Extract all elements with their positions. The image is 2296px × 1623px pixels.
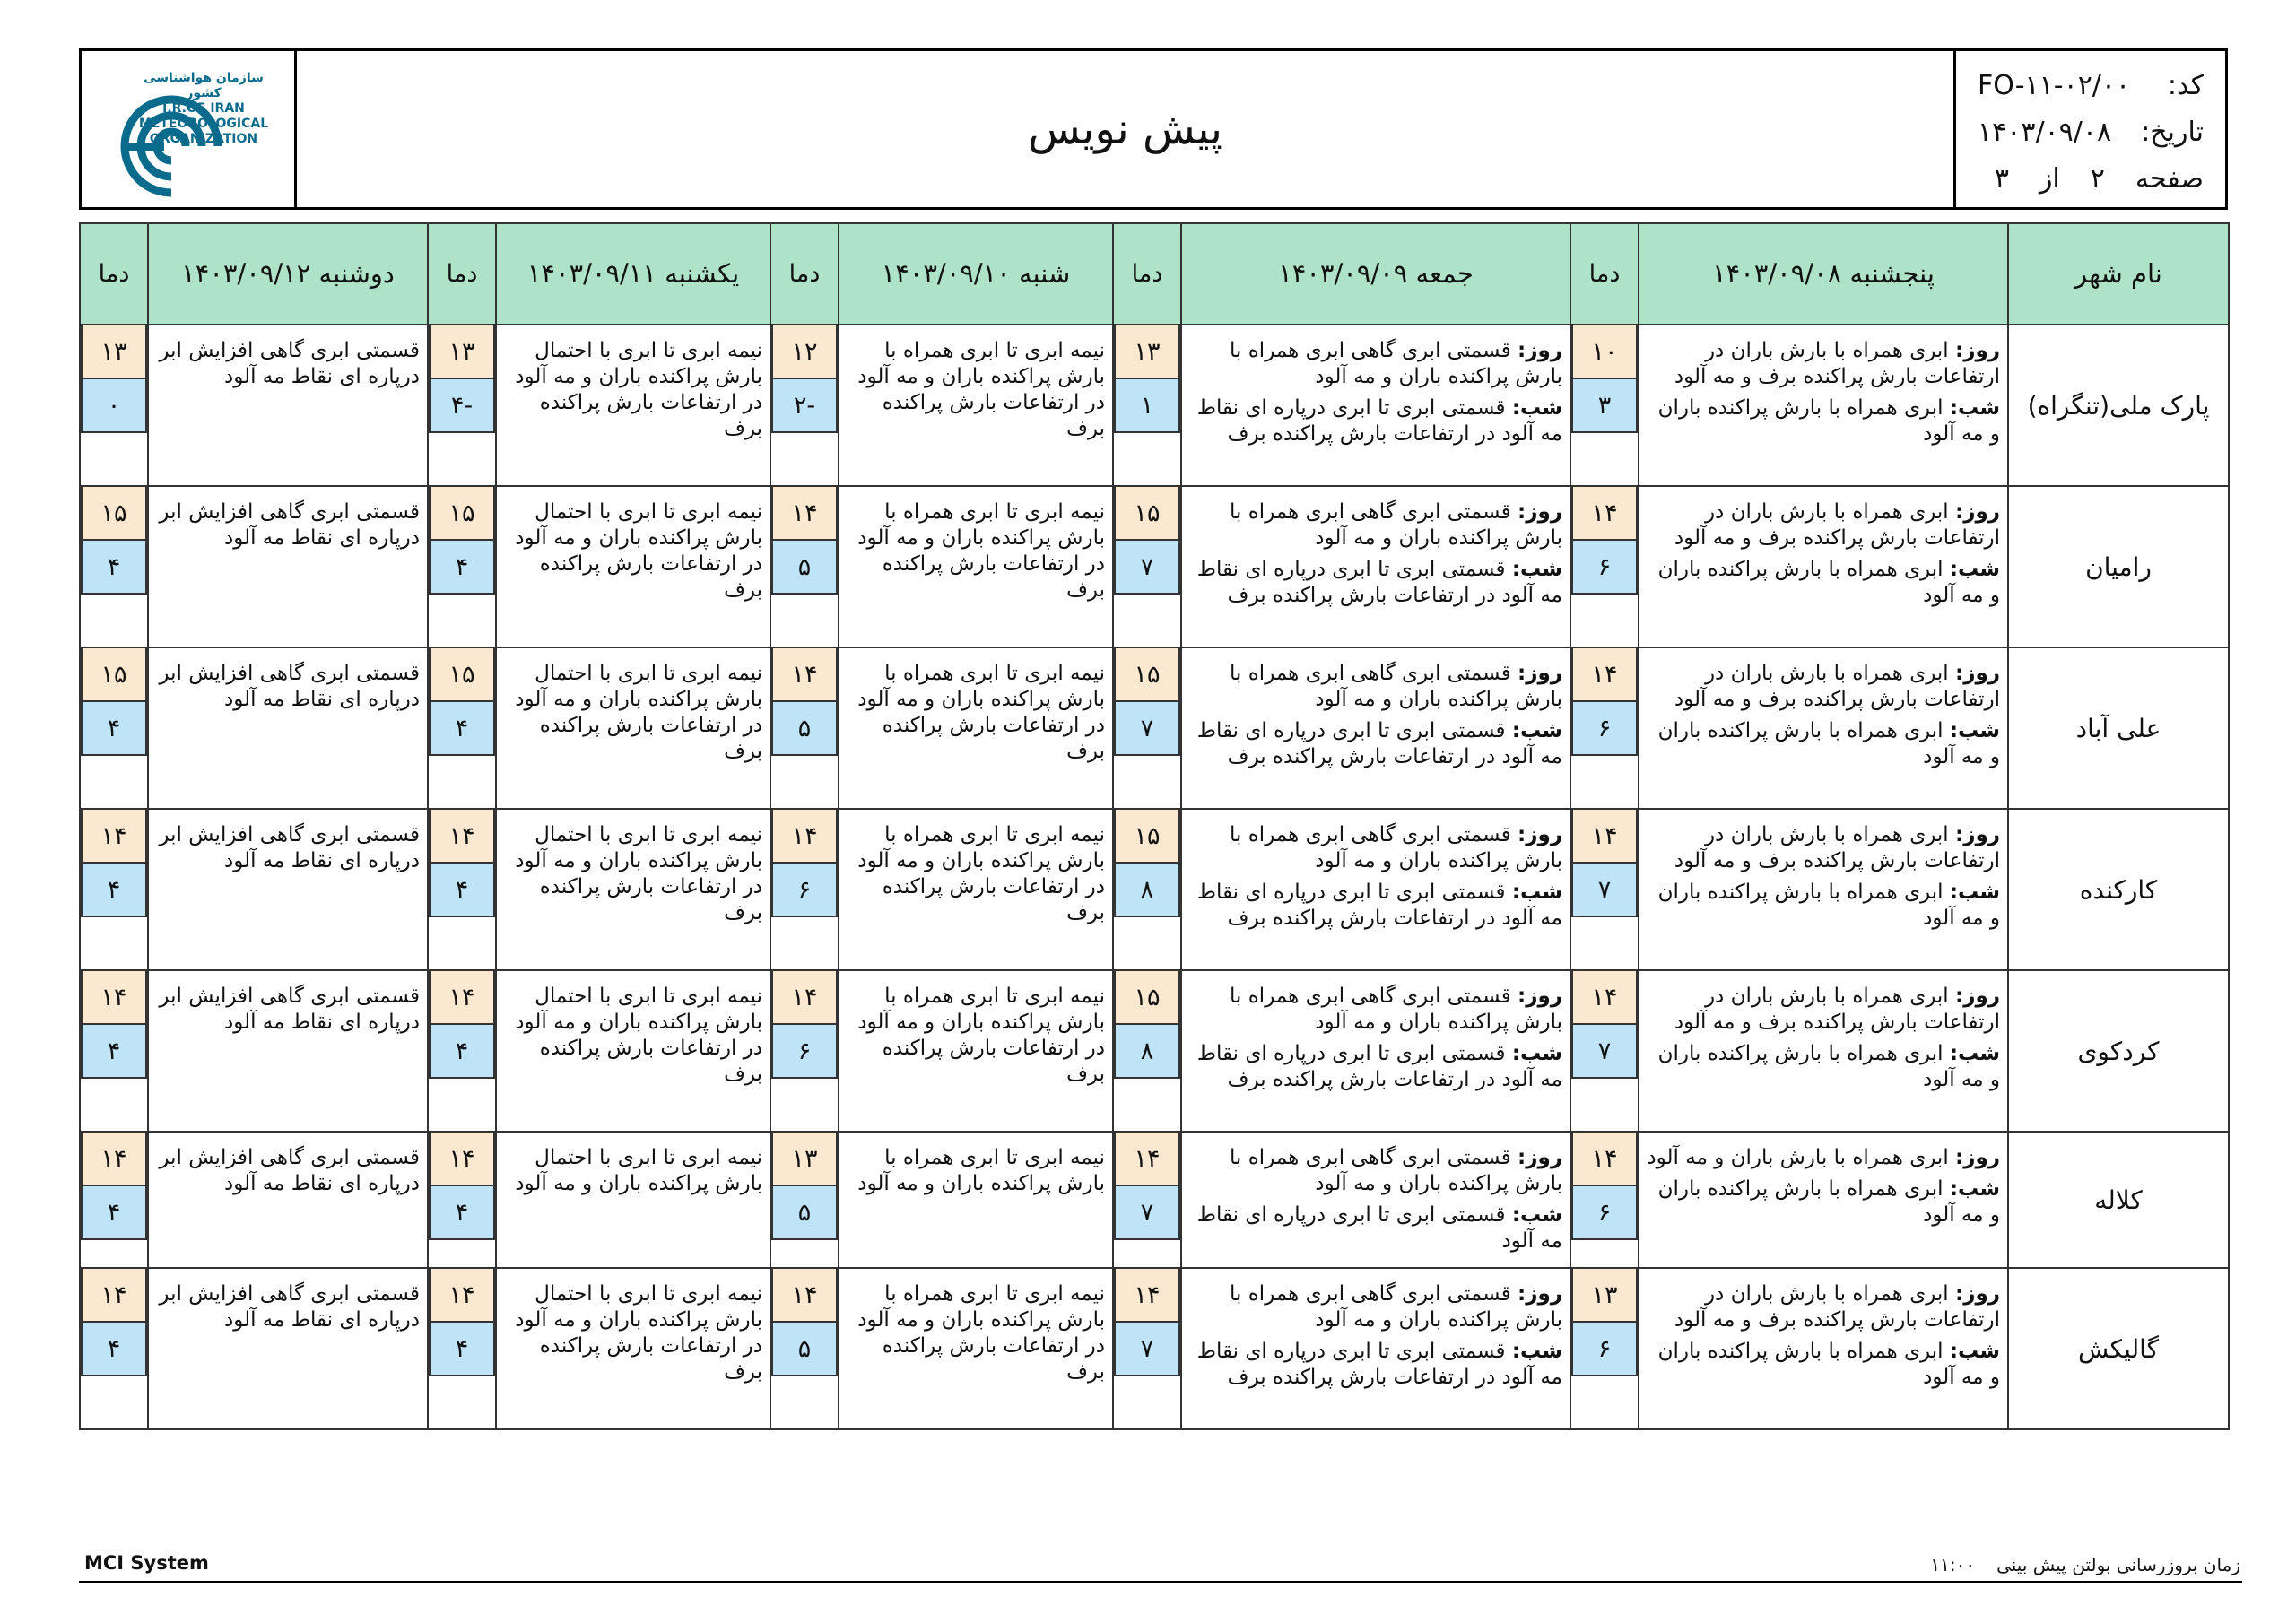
- temp-cell: [1570, 970, 1639, 1132]
- temp-cell: [1570, 647, 1639, 809]
- night-label: شب:: [1511, 719, 1562, 742]
- min-temp: ۶: [1571, 541, 1638, 595]
- table-row: [80, 1132, 2229, 1268]
- code-label: کد:: [2167, 69, 2204, 101]
- min-temp: ۶: [771, 1025, 838, 1079]
- temp-header: دما: [428, 223, 496, 325]
- day-label: روز:: [1518, 500, 1562, 524]
- min-temp: -۲: [771, 379, 838, 433]
- temp-cell: [80, 809, 148, 970]
- day-label: روز:: [1518, 1282, 1562, 1306]
- temp-cell: [770, 325, 839, 486]
- page-indicator: [1978, 163, 2204, 195]
- temp-header: دما: [80, 223, 148, 325]
- min-temp: ۶: [771, 864, 838, 917]
- forecast-day-0: [1639, 486, 2008, 647]
- city-name: گالیکش: [2008, 1268, 2229, 1429]
- night-description: ابری همراه با بارش پراکنده باران و مه آلود: [1657, 1177, 2000, 1227]
- city-name: رامیان: [2008, 486, 2229, 647]
- max-temp: ۱۴: [771, 648, 838, 702]
- day-description: ابری همراه با بارش باران در ارتفاعات بارش پراکنده برف و مه آلود: [1674, 1282, 2000, 1332]
- day-label: روز:: [1955, 339, 2000, 362]
- city-header: نام شهر: [2008, 223, 2229, 325]
- min-temp: ۵: [771, 541, 838, 595]
- max-temp: ۱۴: [429, 1133, 495, 1186]
- min-temp: ۴: [81, 864, 147, 917]
- forecast-day-0: [1639, 647, 2008, 809]
- day-description: ابری همراه با بارش باران در ارتفاعات بارش پراکنده برف و مه آلود: [1674, 823, 2000, 872]
- day-label: روز:: [1955, 1282, 2000, 1306]
- max-temp: ۱۵: [429, 487, 495, 541]
- max-temp: ۱۳: [429, 325, 495, 379]
- max-temp: ۱۵: [1114, 648, 1180, 702]
- temp-cell: [428, 809, 496, 970]
- day-header-0: پنجشنبه ۱۴۰۳/۰۹/۰۸: [1639, 223, 2008, 325]
- temp-cell: [80, 647, 148, 809]
- min-temp: ۳: [1571, 379, 1638, 433]
- day-label: روز:: [1518, 823, 1562, 846]
- forecast-day-4: قسمتی ابری گاهی افزایش ابر درپاره ای نقاط مه آلود: [148, 325, 428, 486]
- max-temp: ۱۴: [1571, 1133, 1638, 1186]
- forecast-day-0: [1639, 1132, 2008, 1268]
- forecast-day-1: [1181, 1268, 1570, 1429]
- min-temp: ۷: [1114, 1186, 1180, 1240]
- forecast-day-3: نیمه ابری تا ابری با احتمال بارش پراکنده باران و مه آلود در ارتفاعات بارش پراکنده برف: [496, 809, 770, 970]
- page-label: صفحه: [2135, 162, 2204, 195]
- day-header-3: یکشنبه ۱۴۰۳/۰۹/۱۱: [496, 223, 770, 325]
- date-label: تاریخ:: [2141, 116, 2204, 148]
- max-temp: ۱۴: [1571, 810, 1638, 864]
- forecast-day-1: [1181, 647, 1570, 809]
- logo-text-en-3: ORGANIZATION: [149, 132, 258, 146]
- max-temp: ۱۳: [771, 1133, 838, 1186]
- temp-cell: [770, 486, 839, 647]
- night-description: قسمتی ابری تا ابری درپاره ای نقاط مه آلود در ارتفاعات بارش پراکنده برف: [1196, 558, 1562, 607]
- min-temp: ۷: [1114, 702, 1180, 756]
- forecast-day-3: نیمه ابری تا ابری با احتمال بارش پراکنده باران و مه آلود در ارتفاعات بارش پراکنده برف: [496, 1268, 770, 1429]
- night-description: قسمتی ابری تا ابری درپاره ای نقاط مه آلود در ارتفاعات بارش پراکنده برف: [1196, 719, 1562, 768]
- logo-text-en-2: METEOROLOGICAL: [138, 117, 269, 131]
- max-temp: ۱۴: [81, 1133, 147, 1186]
- night-label: شب:: [1511, 558, 1562, 581]
- min-temp: ۴: [429, 864, 495, 917]
- day-description: قسمتی ابری گاهی ابری همراه با بارش پراکنده باران و مه آلود: [1230, 1282, 1562, 1332]
- logo: [82, 51, 297, 207]
- city-name: علی آباد: [2008, 647, 2229, 809]
- night-description: قسمتی ابری تا ابری درپاره ای نقاط مه آلود در ارتفاعات بارش پراکنده برف: [1196, 396, 1562, 446]
- night-label: شب:: [1949, 719, 2000, 742]
- temp-cell: [1570, 809, 1639, 970]
- page-row: [1978, 155, 2204, 202]
- night-label: شب:: [1511, 1042, 1562, 1065]
- forecast-day-0: [1639, 325, 2008, 486]
- max-temp: ۱۳: [81, 325, 147, 379]
- temp-cell: [80, 1268, 148, 1429]
- min-temp: ۴: [429, 1323, 495, 1376]
- temp-cell: [1113, 1268, 1181, 1429]
- night-description: ابری همراه با بارش پراکنده باران و مه آلود: [1657, 1042, 2000, 1091]
- night-description: ابری همراه با بارش پراکنده باران و مه آلود: [1657, 396, 2000, 446]
- temp-cell: [1570, 486, 1639, 647]
- day-label: روز:: [1955, 823, 2000, 846]
- min-temp: ۷: [1571, 1025, 1638, 1079]
- max-temp: ۱۵: [81, 487, 147, 541]
- forecast-day-4: قسمتی ابری گاهی افزایش ابر درپاره ای نقاط مه آلود: [148, 1268, 428, 1429]
- table-row: [80, 809, 2229, 970]
- temp-cell: [428, 1132, 496, 1268]
- forecast-day-4: قسمتی ابری گاهی افزایش ابر درپاره ای نقاط مه آلود: [148, 970, 428, 1132]
- footer-update-time: ۱۱:۰۰: [1930, 1554, 1976, 1575]
- max-temp: ۱۵: [81, 648, 147, 702]
- forecast-day-2: نیمه ابری تا ابری همراه با بارش پراکنده باران و مه آلود در ارتفاعات بارش پراکنده برف: [839, 809, 1113, 970]
- min-temp: ۴: [81, 1323, 147, 1376]
- temp-cell: [1570, 1132, 1639, 1268]
- temp-cell: [770, 647, 839, 809]
- temp-cell: [1113, 970, 1181, 1132]
- forecast-day-2: نیمه ابری تا ابری همراه با بارش پراکنده باران و مه آلود در ارتفاعات بارش پراکنده برف: [839, 325, 1113, 486]
- min-temp: ۷: [1114, 541, 1180, 595]
- footer-system: MCI System: [84, 1552, 209, 1574]
- min-temp: ۴: [81, 541, 147, 595]
- night-label: شب:: [1949, 396, 2000, 420]
- max-temp: ۱۵: [1114, 971, 1180, 1025]
- day-label: روز:: [1518, 1146, 1562, 1169]
- max-temp: ۱۴: [1571, 487, 1638, 541]
- max-temp: ۱۴: [771, 487, 838, 541]
- document-header: [79, 48, 2228, 210]
- temp-cell: [770, 1268, 839, 1429]
- day-header-4: دوشنبه ۱۴۰۳/۰۹/۱۲: [148, 223, 428, 325]
- temp-cell: [80, 486, 148, 647]
- min-temp: -۴: [429, 379, 495, 433]
- night-label: شب:: [1949, 1177, 2000, 1201]
- table-row: [80, 1268, 2229, 1429]
- forecast-day-4: قسمتی ابری گاهی افزایش ابر درپاره ای نقاط مه آلود: [148, 809, 428, 970]
- day-description: ابری همراه با بارش باران و مه آلود: [1647, 1146, 1949, 1169]
- day-label: روز:: [1518, 339, 1562, 362]
- table-row: [80, 325, 2229, 486]
- day-description: قسمتی ابری گاهی ابری همراه با بارش پراکنده باران و مه آلود: [1230, 339, 1562, 388]
- max-temp: ۱۵: [429, 648, 495, 702]
- night-description: ابری همراه با بارش پراکنده باران و مه آلود: [1657, 719, 2000, 768]
- min-temp: ۷: [1571, 864, 1638, 917]
- temp-cell: [428, 1268, 496, 1429]
- temp-cell: [428, 486, 496, 647]
- max-temp: ۱۴: [1114, 1133, 1180, 1186]
- night-label: شب:: [1949, 881, 2000, 904]
- min-temp: ۰: [81, 379, 147, 433]
- temp-cell: [428, 970, 496, 1132]
- forecast-day-3: نیمه ابری تا ابری با احتمال بارش پراکنده باران و مه آلود در ارتفاعات بارش پراکنده برف: [496, 325, 770, 486]
- page-number: ۲: [2090, 162, 2105, 195]
- table-row: [80, 970, 2229, 1132]
- night-description: قسمتی ابری تا ابری درپاره ای نقاط مه آلود در ارتفاعات بارش پراکنده برف: [1196, 1340, 1562, 1389]
- max-temp: ۱۲: [771, 325, 838, 379]
- forecast-day-3: نیمه ابری تا ابری با احتمال بارش پراکنده باران و مه آلود در ارتفاعات بارش پراکنده برف: [496, 970, 770, 1132]
- forecast-day-4: قسمتی ابری گاهی افزایش ابر درپاره ای نقاط مه آلود: [148, 486, 428, 647]
- min-temp: ۶: [1571, 702, 1638, 756]
- max-temp: ۱۴: [429, 810, 495, 864]
- forecast-day-0: [1639, 809, 2008, 970]
- night-description: ابری همراه با بارش پراکنده باران و مه آلود: [1657, 558, 2000, 607]
- night-description: قسمتی ابری تا ابری درپاره ای نقاط مه آلود در ارتفاعات بارش پراکنده برف: [1196, 881, 1562, 930]
- min-temp: ۴: [429, 1025, 495, 1079]
- max-temp: ۱۴: [771, 971, 838, 1025]
- night-description: قسمتی ابری تا ابری درپاره ای نقاط مه آلود: [1196, 1203, 1562, 1253]
- min-temp: ۶: [1571, 1323, 1638, 1376]
- forecast-day-1: [1181, 325, 1570, 486]
- max-temp: ۱۴: [81, 971, 147, 1025]
- night-description: ابری همراه با بارش پراکنده باران و مه آلود: [1657, 881, 2000, 930]
- max-temp: ۱۴: [429, 1269, 495, 1323]
- max-temp: ۱۴: [1114, 1269, 1180, 1323]
- temp-cell: [770, 970, 839, 1132]
- temp-cell: [80, 970, 148, 1132]
- table-row: [80, 647, 2229, 809]
- day-description: ابری همراه با بارش باران در ارتفاعات بارش پراکنده برف و مه آلود: [1674, 339, 2000, 388]
- temp-cell: [428, 647, 496, 809]
- min-temp: ۶: [1571, 1186, 1638, 1240]
- temp-cell: [770, 1132, 839, 1268]
- footer-divider: [79, 1581, 2242, 1583]
- night-label: شب:: [1949, 558, 2000, 581]
- forecast-day-2: نیمه ابری تا ابری همراه با بارش پراکنده باران و مه آلود: [839, 1132, 1113, 1268]
- code-value: FO-۱۱-۰۲/۰۰: [1978, 69, 2131, 101]
- page-total: ۳: [1994, 162, 2009, 195]
- max-temp: ۱۴: [429, 971, 495, 1025]
- temp-header: دما: [1570, 223, 1639, 325]
- temp-cell: [1113, 647, 1181, 809]
- forecast-day-2: نیمه ابری تا ابری همراه با بارش پراکنده باران و مه آلود در ارتفاعات بارش پراکنده برف: [839, 647, 1113, 809]
- max-temp: ۱۵: [1114, 810, 1180, 864]
- code-row: [1978, 62, 2204, 108]
- day-label: روز:: [1955, 500, 2000, 524]
- day-label: روز:: [1518, 662, 1562, 685]
- min-temp: ۷: [1114, 1323, 1180, 1376]
- day-description: ابری همراه با بارش باران در ارتفاعات بارش پراکنده برف و مه آلود: [1674, 500, 2000, 550]
- forecast-table: [79, 222, 2230, 1430]
- day-description: قسمتی ابری گاهی ابری همراه با بارش پراکنده باران و مه آلود: [1230, 985, 1562, 1034]
- day-description: ابری همراه با بارش باران در ارتفاعات بارش پراکنده برف و مه آلود: [1674, 985, 2000, 1034]
- forecast-day-1: [1181, 1132, 1570, 1268]
- max-temp: ۱۳: [1114, 325, 1180, 379]
- temp-header: دما: [770, 223, 839, 325]
- max-temp: ۱۴: [1571, 971, 1638, 1025]
- min-temp: ۴: [429, 1186, 495, 1240]
- night-description: قسمتی ابری تا ابری درپاره ای نقاط مه آلود در ارتفاعات بارش پراکنده برف: [1196, 1042, 1562, 1091]
- min-temp: ۵: [771, 702, 838, 756]
- day-label: روز:: [1955, 985, 2000, 1008]
- night-label: شب:: [1949, 1042, 2000, 1065]
- forecast-day-0: [1639, 1268, 2008, 1429]
- temp-cell: [1570, 1268, 1639, 1429]
- footer-update: [1930, 1554, 2240, 1575]
- night-description: ابری همراه با بارش پراکنده باران و مه آلود: [1657, 1340, 2000, 1389]
- temp-cell: [1113, 809, 1181, 970]
- page-title: پیش نویس: [297, 51, 1956, 207]
- day-description: قسمتی ابری گاهی ابری همراه با بارش پراکنده باران و مه آلود: [1230, 500, 1562, 550]
- day-description: قسمتی ابری گاهی ابری همراه با بارش پراکنده باران و مه آلود: [1230, 823, 1562, 872]
- max-temp: ۱۴: [81, 1269, 147, 1323]
- forecast-day-3: نیمه ابری تا ابری با احتمال بارش پراکنده باران و مه آلود در ارتفاعات بارش پراکنده برف: [496, 486, 770, 647]
- table-header-row: [80, 223, 2229, 325]
- night-label: شب:: [1511, 1203, 1562, 1227]
- day-label: روز:: [1955, 662, 2000, 685]
- city-name: کلاله: [2008, 1132, 2229, 1268]
- min-temp: ۴: [429, 702, 495, 756]
- date-row: [1978, 108, 2204, 155]
- day-description: ابری همراه با بارش باران در ارتفاعات بارش پراکنده برف و مه آلود: [1674, 662, 2000, 711]
- min-temp: ۴: [81, 1186, 147, 1240]
- logo-text-fa: سازمان هواشناسی کشور: [144, 71, 264, 100]
- forecast-day-4: قسمتی ابری گاهی افزایش ابر درپاره ای نقاط مه آلود: [148, 647, 428, 809]
- temp-cell: [428, 325, 496, 486]
- min-temp: ۱: [1114, 379, 1180, 433]
- date-value: ۱۴۰۳/۰۹/۰۸: [1978, 116, 2112, 148]
- min-temp: ۵: [771, 1323, 838, 1376]
- forecast-day-3: نیمه ابری تا ابری با احتمال بارش پراکنده باران و مه آلود در ارتفاعات بارش پراکنده برف: [496, 647, 770, 809]
- footer-update-label: زمان بروزرسانی بولتن پیش بینی: [1996, 1554, 2240, 1575]
- day-description: قسمتی ابری گاهی ابری همراه با بارش پراکنده باران و مه آلود: [1230, 1146, 1562, 1195]
- max-temp: ۱۴: [771, 810, 838, 864]
- night-label: شب:: [1511, 396, 1562, 420]
- city-name: کردکوی: [2008, 970, 2229, 1132]
- day-header-2: شنبه ۱۴۰۳/۰۹/۱۰: [839, 223, 1113, 325]
- forecast-day-2: نیمه ابری تا ابری همراه با بارش پراکنده باران و مه آلود در ارتفاعات بارش پراکنده برف: [839, 486, 1113, 647]
- night-label: شب:: [1511, 881, 1562, 904]
- city-name: کارکنده: [2008, 809, 2229, 970]
- day-header-1: جمعه ۱۴۰۳/۰۹/۰۹: [1181, 223, 1570, 325]
- forecast-day-4: قسمتی ابری گاهی افزایش ابر درپاره ای نقاط مه آلود: [148, 1132, 428, 1268]
- night-label: شب:: [1949, 1340, 2000, 1363]
- forecast-day-1: [1181, 970, 1570, 1132]
- min-temp: ۸: [1114, 1025, 1180, 1079]
- temp-cell: [1113, 325, 1181, 486]
- temp-cell: [1113, 1132, 1181, 1268]
- min-temp: ۴: [81, 702, 147, 756]
- day-description: قسمتی ابری گاهی ابری همراه با بارش پراکنده باران و مه آلود: [1230, 662, 1562, 711]
- temp-header: دما: [1113, 223, 1181, 325]
- city-name: پارک ملی(تنگراه): [2008, 325, 2229, 486]
- max-temp: ۱۴: [1571, 648, 1638, 702]
- temp-cell: [1113, 486, 1181, 647]
- day-label: روز:: [1955, 1146, 2000, 1169]
- max-temp: ۱۳: [1571, 1269, 1638, 1323]
- night-label: شب:: [1511, 1340, 1562, 1363]
- min-temp: ۴: [429, 541, 495, 595]
- temp-cell: [80, 325, 148, 486]
- temp-cell: [770, 809, 839, 970]
- forecast-day-0: [1639, 970, 2008, 1132]
- temp-cell: [1570, 325, 1639, 486]
- forecast-day-2: نیمه ابری تا ابری همراه با بارش پراکنده باران و مه آلود در ارتفاعات بارش پراکنده برف: [839, 970, 1113, 1132]
- max-temp: ۱۴: [771, 1269, 838, 1323]
- logo-text: [127, 71, 280, 147]
- day-label: روز:: [1518, 985, 1562, 1008]
- max-temp: ۱۵: [1114, 487, 1180, 541]
- forecast-day-2: نیمه ابری تا ابری همراه با بارش پراکنده باران و مه آلود در ارتفاعات بارش پراکنده برف: [839, 1268, 1113, 1429]
- forecast-day-1: [1181, 809, 1570, 970]
- max-temp: ۱۰: [1571, 325, 1638, 379]
- document-meta: [1956, 51, 2225, 207]
- table-row: [80, 486, 2229, 647]
- logo-text-en-1: I.R.OF IRAN: [162, 101, 245, 116]
- min-temp: ۸: [1114, 864, 1180, 917]
- forecast-day-1: [1181, 486, 1570, 647]
- forecast-day-3: نیمه ابری تا ابری با احتمال بارش پراکنده باران و مه آلود: [496, 1132, 770, 1268]
- min-temp: ۵: [771, 1186, 838, 1240]
- page-of-label: از: [2039, 162, 2060, 195]
- min-temp: ۴: [81, 1025, 147, 1079]
- max-temp: ۱۴: [81, 810, 147, 864]
- temp-cell: [80, 1132, 148, 1268]
